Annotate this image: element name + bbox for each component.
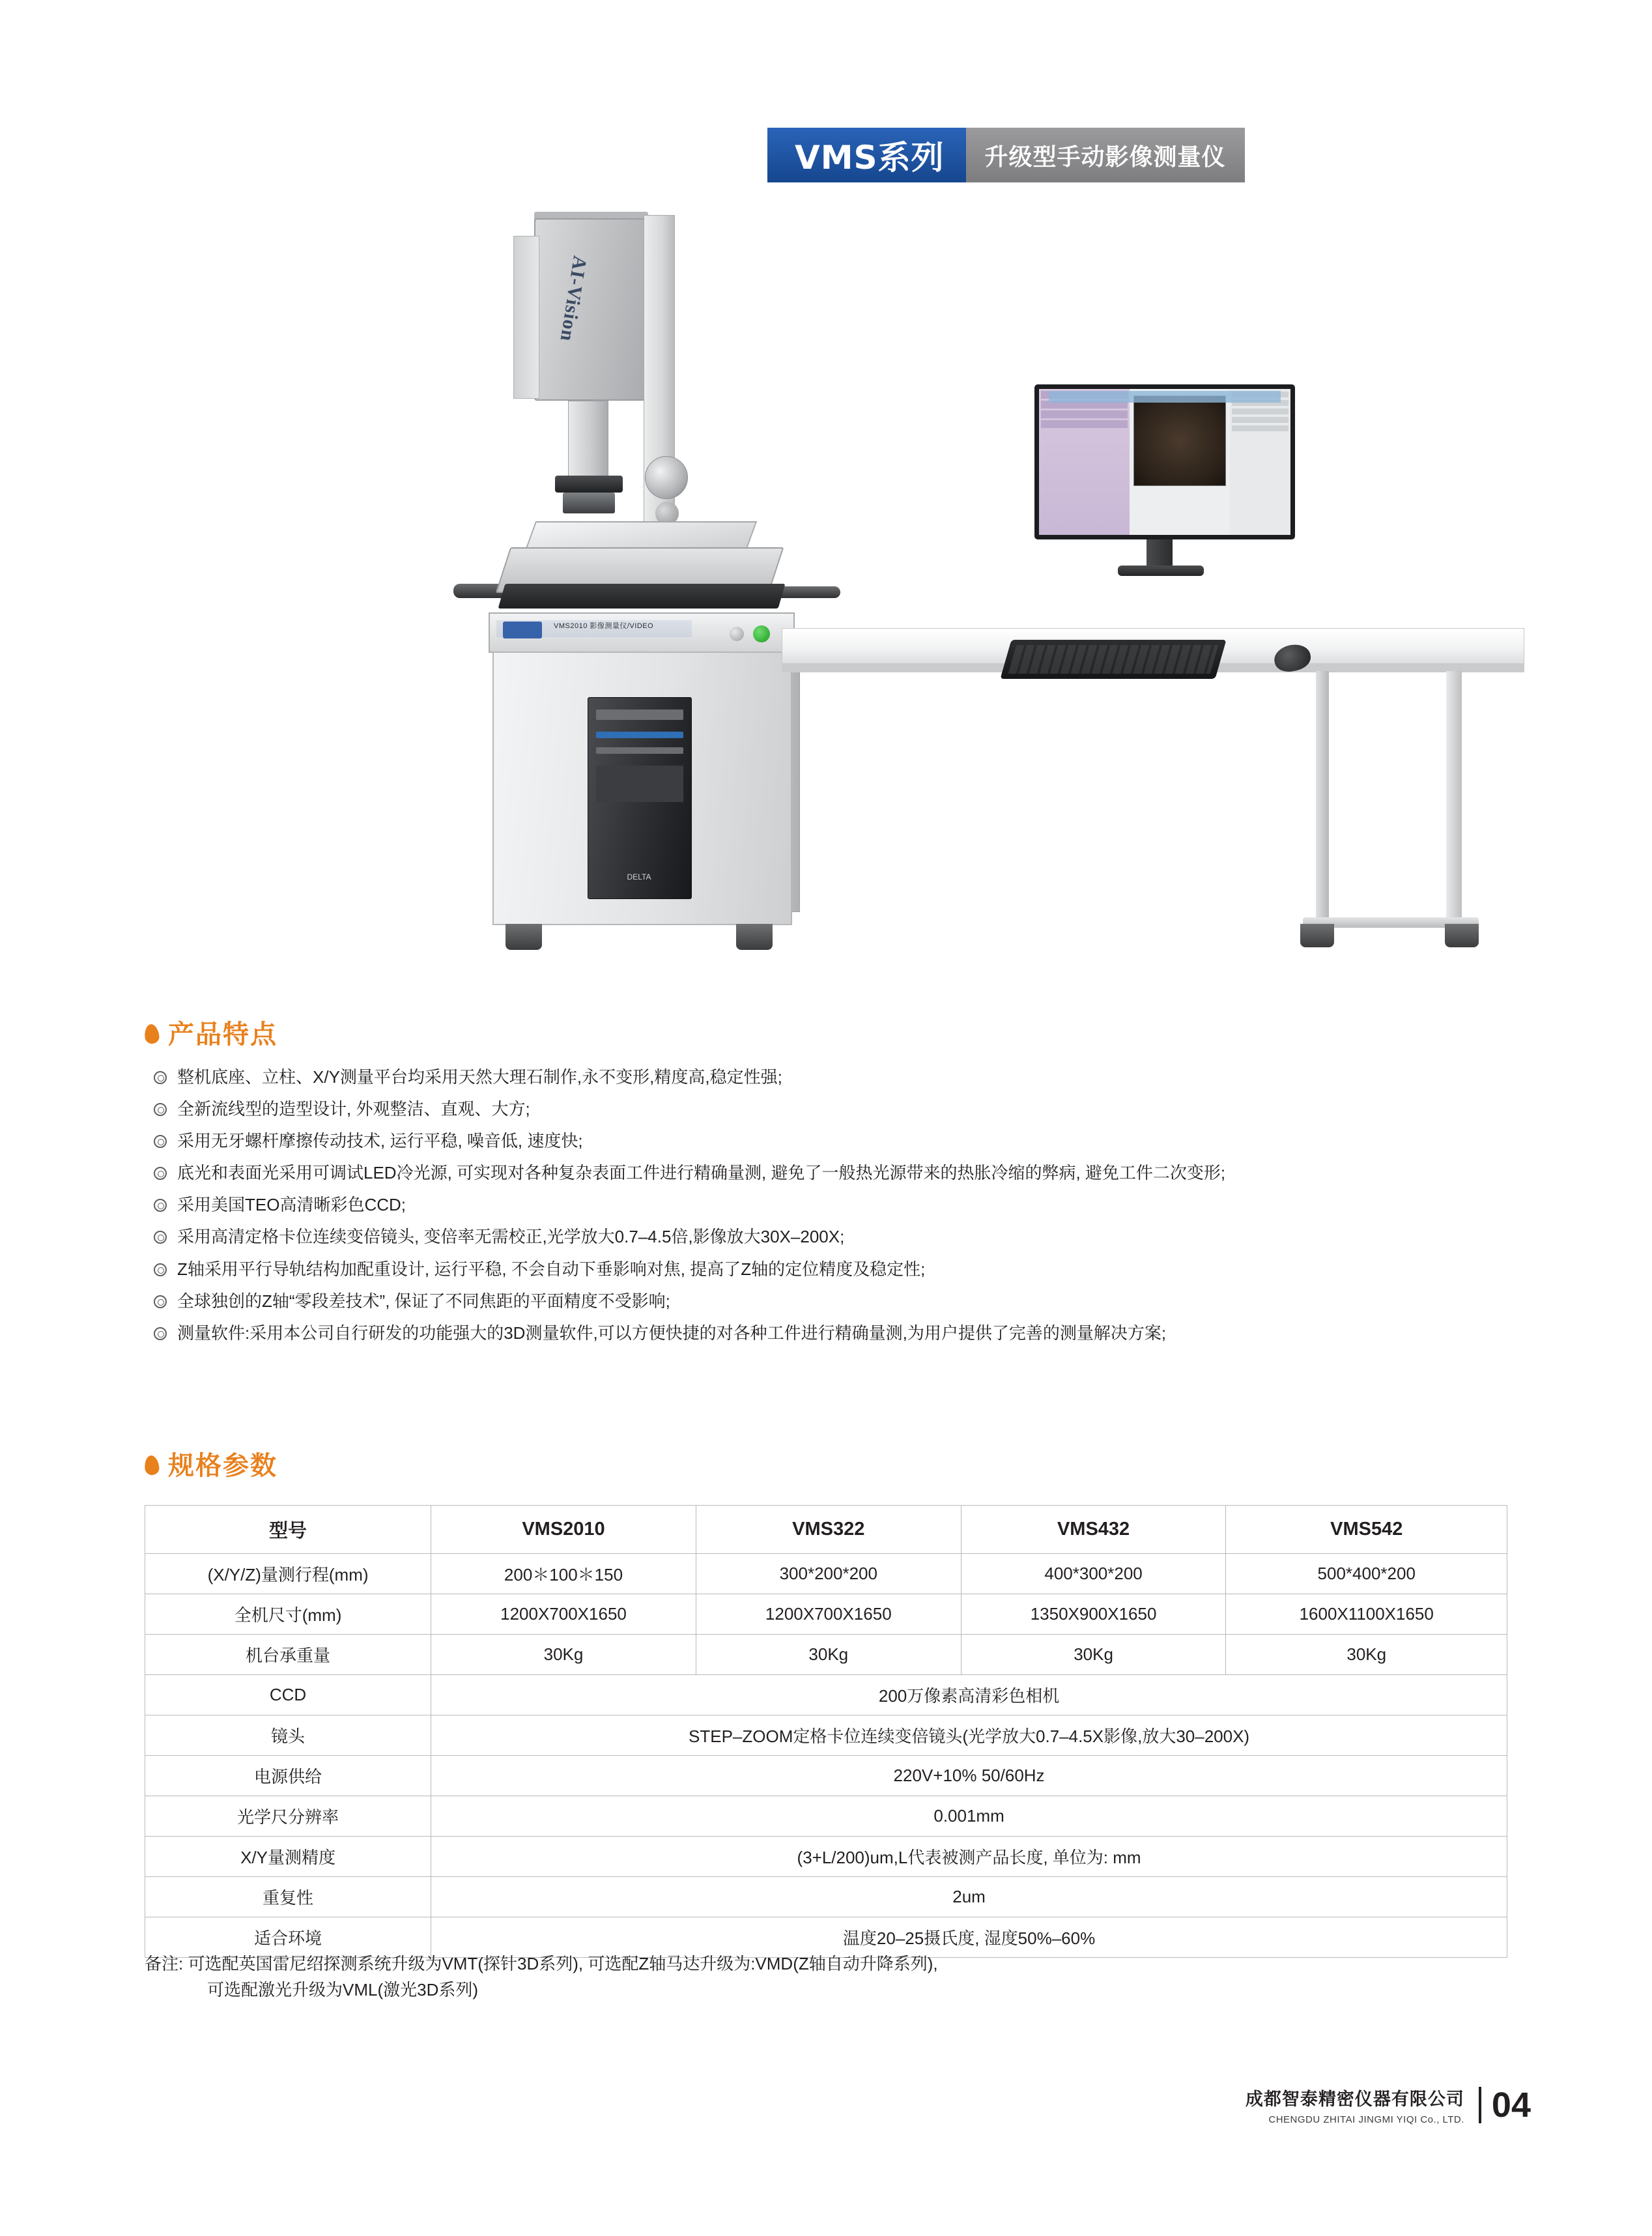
tower-drive-bay xyxy=(596,710,683,720)
table-row xyxy=(145,1554,1507,1594)
computer-tower xyxy=(588,697,692,899)
cell: 1200X700X1650 xyxy=(431,1594,696,1635)
machine-foot-right xyxy=(736,924,773,950)
bullet-icon xyxy=(154,1167,167,1180)
software-left-row xyxy=(1041,420,1128,428)
flame-icon xyxy=(143,1454,160,1475)
feature-text: 全新流线型的造型设计, 外观整洁、直观、大方; xyxy=(177,1099,530,1119)
table-header-row xyxy=(145,1506,1507,1554)
note-line-2: 可选配激光升级为VML(激光3D系列) xyxy=(207,1980,479,2000)
column-header: VMS542 xyxy=(1226,1506,1507,1554)
tower-brand-label: DELTA xyxy=(627,872,651,882)
cell: 400*300*200 xyxy=(961,1554,1226,1594)
cell: 30Kg xyxy=(696,1635,961,1675)
feature-text: 采用高清定格卡位连续变倍镜头, 变倍率无需校正,光学放大0.7–4.5倍,影像放大30X–200X; xyxy=(177,1227,845,1247)
row-label: 全机尺寸(mm) xyxy=(145,1594,431,1635)
bullet-icon xyxy=(154,1327,167,1340)
row-label: 适合环境 xyxy=(145,1917,431,1958)
feature-text: Z轴采用平行导轨结构加配重设计, 运行平稳, 不会自动下垂影响对焦, 提高了Z轴的定位精度及稳定性; xyxy=(177,1259,926,1279)
software-toolbar xyxy=(1049,391,1281,403)
specs-title-text: 规格参数 xyxy=(168,1452,278,1480)
list-item xyxy=(145,1290,1526,1313)
cell: 500*400*200 xyxy=(1226,1554,1507,1594)
row-label: 机台承重量 xyxy=(145,1635,431,1675)
table-row xyxy=(145,1796,1507,1837)
cell: 0.001mm xyxy=(431,1796,1507,1837)
row-label: 电源供给 xyxy=(145,1756,431,1796)
list-item xyxy=(145,1162,1526,1184)
bullet-icon xyxy=(154,1199,167,1212)
lens-ring-lower xyxy=(563,493,615,513)
feature-text: 采用美国TEO高清晰彩色CCD; xyxy=(177,1195,406,1215)
desk-foot-right xyxy=(1445,924,1479,947)
cell: 30Kg xyxy=(961,1635,1226,1675)
desk-leg-outer xyxy=(1446,671,1462,932)
desk-foot-left xyxy=(1300,924,1334,947)
feature-text: 测量软件:采用本公司自行研发的功能强大的3D测量软件,可以方便快捷的对各种工件进行精确量测,为用户提供了完善的测量解决方案; xyxy=(177,1323,1167,1343)
cell: (3+L/200)um,L代表被测产品长度, 单位为: mm xyxy=(431,1837,1507,1877)
lens-tube xyxy=(568,401,608,479)
list-item xyxy=(145,1194,1526,1216)
cell: 1200X700X1650 xyxy=(696,1594,961,1635)
cell: 220V+10% 50/60Hz xyxy=(431,1756,1507,1796)
desk-leg-inner xyxy=(1316,671,1329,919)
cell: 300*200*200 xyxy=(696,1554,961,1594)
feature-text: 底光和表面光采用可调试LED冷光源, 可实现对各种复杂表面工件进行精确量测, 避免了一般热光源带来的热胀冷缩的弊病, 避免工件二次变形; xyxy=(177,1163,1226,1183)
company-name-en: CHENGDU ZHITAI JINGMI YIQI Co., LTD. xyxy=(1268,2114,1464,2125)
bullet-icon xyxy=(154,1071,167,1084)
focus-knob xyxy=(645,456,688,499)
product-photo xyxy=(339,195,1355,964)
cell: 温度20–25摄氏度, 湿度50%–60% xyxy=(431,1917,1507,1958)
keyboard xyxy=(1000,640,1226,679)
list-item xyxy=(145,1098,1526,1121)
feature-text: 采用无牙螺杆摩擦传动技术, 运行平稳, 噪音低, 速度快; xyxy=(177,1131,583,1151)
row-label: X/Y量测精度 xyxy=(145,1837,431,1877)
cell: 30Kg xyxy=(1226,1635,1507,1675)
table-row xyxy=(145,1675,1507,1715)
specs-heading xyxy=(145,1445,278,1482)
monitor-screen xyxy=(1039,389,1290,535)
tower-front-strip xyxy=(596,732,683,738)
header-banner xyxy=(767,128,1527,182)
feature-text: 全球独创的Z轴“零段差技术”, 保证了不同焦距的平面精度不受影响; xyxy=(177,1291,670,1311)
software-right-pane xyxy=(1230,389,1290,535)
list-item xyxy=(145,1130,1526,1153)
list-item xyxy=(145,1322,1526,1345)
machine-brand-label: AI-Vision xyxy=(556,254,591,343)
table-row xyxy=(145,1837,1507,1877)
features-heading xyxy=(145,1014,278,1051)
machine-foot-left xyxy=(506,924,542,950)
tower-panel xyxy=(596,766,683,802)
cell: 2um xyxy=(431,1877,1507,1917)
row-label: 重复性 xyxy=(145,1877,431,1917)
table-row xyxy=(145,1877,1507,1917)
panel-logo xyxy=(503,622,542,638)
monitor-neck xyxy=(1146,539,1173,568)
bullet-icon xyxy=(154,1103,167,1116)
list-item xyxy=(145,1066,1526,1089)
row-label: CCD xyxy=(145,1675,431,1715)
cell: 1600X1100X1650 xyxy=(1226,1594,1507,1635)
cell: 200万像素高清彩色相机 xyxy=(431,1675,1507,1715)
bullet-icon xyxy=(154,1135,167,1148)
list-item xyxy=(145,1258,1526,1281)
panel-text: VMS2010 影像测量仪/VIDEO xyxy=(554,622,654,630)
specs-table-wrap xyxy=(145,1505,1507,1958)
software-right-row xyxy=(1232,417,1289,423)
series-subtitle: 升级型手动影像测量仪 xyxy=(966,128,1245,182)
column-left xyxy=(513,236,539,399)
table-row xyxy=(145,1635,1507,1675)
company-name-cn: 成都智泰精密仪器有限公司 xyxy=(1245,2089,1464,2109)
cell: 1350X900X1650 xyxy=(961,1594,1226,1635)
column-header: VMS2010 xyxy=(431,1506,696,1554)
tower-drive-bay-2 xyxy=(596,747,683,754)
note-line-1: 备注: 可选配英国雷尼绍探测系统升级为VMT(探针3D系列), 可选配Z轴马达升级为:VMD(Z轴自动升降系列), xyxy=(145,1954,938,1973)
measuring-stage-base xyxy=(498,584,786,609)
series-title: VMS系列 xyxy=(767,128,966,182)
feature-text: 整机底座、立柱、X/Y测量平台均采用天然大理石制作,永不变形,精度高,稳定性强; xyxy=(177,1067,782,1087)
panel-button-gray xyxy=(730,627,744,641)
features-list xyxy=(145,1066,1526,1354)
bullet-icon xyxy=(154,1263,167,1276)
row-label: 镜头 xyxy=(145,1715,431,1756)
table-row xyxy=(145,1594,1507,1635)
cell: 30Kg xyxy=(431,1635,696,1675)
flame-icon xyxy=(143,1023,160,1044)
lens-ring-upper xyxy=(555,476,623,493)
bullet-icon xyxy=(154,1295,167,1308)
software-right-row xyxy=(1232,425,1289,431)
table-row xyxy=(145,1715,1507,1756)
software-left-pane xyxy=(1039,389,1130,535)
column-header: VMS432 xyxy=(961,1506,1226,1554)
features-title-text: 产品特点 xyxy=(168,1020,278,1049)
column-header: VMS322 xyxy=(696,1506,961,1554)
specs-note xyxy=(145,1951,938,2003)
bullet-icon xyxy=(154,1231,167,1244)
software-left-row xyxy=(1041,410,1128,418)
measured-part-image xyxy=(1133,395,1226,486)
keyboard-keys xyxy=(1008,645,1219,674)
cell: 200＊100＊150 xyxy=(431,1554,696,1594)
column-header: 型号 xyxy=(145,1506,431,1554)
cell: STEP–ZOOM定格卡位连续变倍镜头(光学放大0.7–4.5X影像,放大30–200X) xyxy=(431,1715,1507,1756)
monitor xyxy=(1034,384,1295,539)
page-number: 04 xyxy=(1491,2086,1531,2125)
row-label: (X/Y/Z)量测行程(mm) xyxy=(145,1554,431,1594)
footer xyxy=(1246,2085,1531,2125)
list-item xyxy=(145,1226,1526,1248)
footer-company xyxy=(1246,2085,1464,2125)
specs-table xyxy=(145,1505,1507,1958)
software-right-row xyxy=(1232,408,1289,414)
monitor-base xyxy=(1118,566,1204,576)
row-label: 光学尺分辨率 xyxy=(145,1796,431,1837)
panel-button-power xyxy=(753,625,770,642)
footer-divider xyxy=(1479,2087,1481,2123)
table-row xyxy=(145,1756,1507,1796)
software-image-pane xyxy=(1130,389,1230,535)
